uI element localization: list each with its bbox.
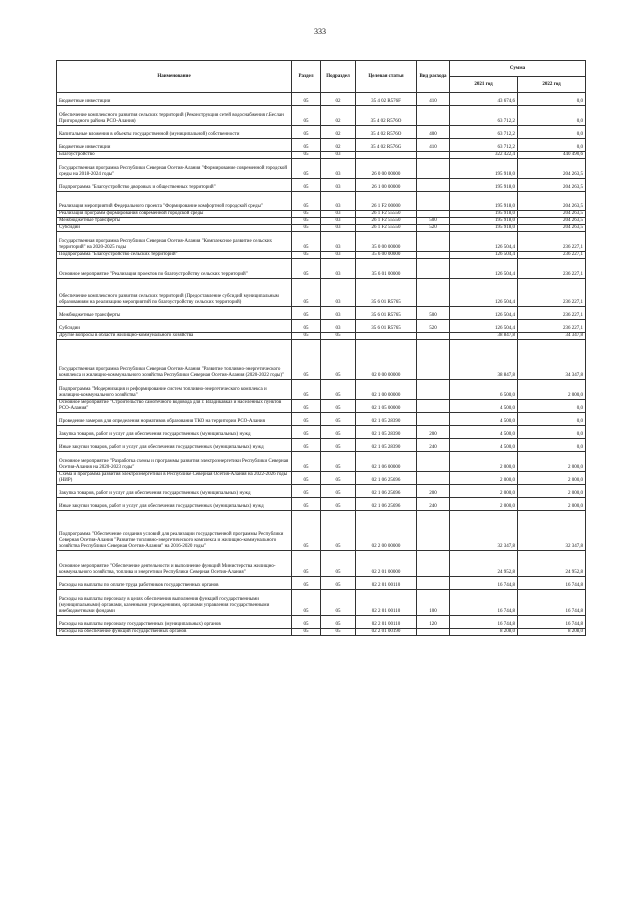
- cell-name: Закупка товаров, работ и услуг для обеспечения государственных (муниципальных) нужд: [57, 426, 292, 439]
- cell-podrazdel: 05: [321, 472, 356, 485]
- cell-sum-2021: 2 000,0: [450, 452, 518, 472]
- cell-sum-2022: 34 347,8: [518, 333, 586, 340]
- cell-podrazdel: 03: [321, 252, 356, 259]
- table-row: [57, 340, 586, 380]
- header-target: Целевая статья: [356, 61, 417, 93]
- cell-target: 26 1 F2 55550: [356, 218, 417, 225]
- cell-sum-2022: 32 347,8: [518, 511, 586, 551]
- table-row: [57, 307, 586, 320]
- cell-sum-2022: 204 263,5: [518, 159, 586, 179]
- cell-name: Капитальные вложения в объекты государственной (муниципальной) собственности: [57, 126, 292, 139]
- cell-vid: [417, 252, 450, 259]
- cell-podrazdel: 03: [321, 307, 356, 320]
- cell-sum-2021: 195 918,0: [450, 211, 518, 218]
- cell-vid: 240: [417, 498, 450, 511]
- table-row: [57, 179, 586, 192]
- cell-sum-2022: 0,0: [518, 413, 586, 426]
- cell-target: 02 1 06 25696: [356, 472, 417, 485]
- cell-sum-2022: 2 000,0: [518, 380, 586, 400]
- table-row: [57, 629, 586, 636]
- table-row: [57, 452, 586, 472]
- table-row: [57, 511, 586, 551]
- cell-vid: 200: [417, 426, 450, 439]
- cell-target: 02 1 05 28390: [356, 426, 417, 439]
- cell-razdel: 05: [292, 307, 321, 320]
- cell-target: 26 1 F2 00000: [356, 192, 417, 211]
- cell-sum-2022: 0,0: [518, 93, 586, 106]
- cell-podrazdel: 03: [321, 259, 356, 279]
- cell-sum-2022: 236 227,1: [518, 307, 586, 320]
- cell-name: Подпрограмма "Обеспечение создания условий для реализации государственной программы Республики Северная Осетия-Алания "Развитие топливно-энергетического комплекса и жилищно-коммунального хозяйства Республики Северная Осетия-Алания" на 2016-2020 годы": [57, 511, 292, 551]
- cell-vid: [417, 192, 450, 211]
- cell-target: 26 1 00 00000: [356, 179, 417, 192]
- header-year-2021: 2021 год: [450, 77, 518, 93]
- cell-razdel: 05: [292, 551, 321, 577]
- cell-name: Государственная программа Республики Северная Осетия-Алания "Формирование современной городской среды на 2018-2024 годы": [57, 159, 292, 179]
- table-row: [57, 279, 586, 307]
- cell-razdel: 05: [292, 577, 321, 590]
- cell-vid: [417, 551, 450, 577]
- cell-podrazdel: 03: [321, 320, 356, 333]
- cell-podrazdel: 03: [321, 152, 356, 159]
- header-year-2022: 2022 год: [518, 77, 586, 93]
- cell-sum-2021: 32 347,8: [450, 511, 518, 551]
- cell-name: Обеспечение комплексного развития сельских территорий (Предоставление субсидий муниципальным образованиям на реализацию мероприятий по благоустройству сельских территорий): [57, 279, 292, 307]
- cell-podrazdel: 02: [321, 139, 356, 152]
- cell-target: 02 2 01 00190: [356, 629, 417, 636]
- cell-sum-2021: 16 744,8: [450, 577, 518, 590]
- cell-sum-2021: 8 208,0: [450, 629, 518, 636]
- cell-podrazdel: 03: [321, 211, 356, 218]
- cell-sum-2021: 4 500,0: [450, 439, 518, 452]
- cell-sum-2022: 236 227,1: [518, 252, 586, 259]
- table-body: [57, 93, 586, 636]
- cell-razdel: 05: [292, 511, 321, 551]
- cell-name: Основное мероприятие "Разработка схемы и программы развития электроэнергетики Республики Северная Осетия-Алания на 2020-2023 годы": [57, 452, 292, 472]
- cell-sum-2021: 195 918,0: [450, 179, 518, 192]
- cell-target: 02 1 06 00000: [356, 452, 417, 472]
- cell-podrazdel: 05: [321, 511, 356, 551]
- cell-sum-2022: 236 227,1: [518, 320, 586, 333]
- cell-target: 02 1 06 25696: [356, 485, 417, 498]
- cell-target: 02 2 01 00110: [356, 616, 417, 629]
- cell-vid: [417, 179, 450, 192]
- cell-sum-2021: 38 847,8: [450, 340, 518, 380]
- cell-razdel: 05: [292, 452, 321, 472]
- cell-sum-2021: 126 504,4: [450, 232, 518, 252]
- table-row: [57, 551, 586, 577]
- cell-sum-2022: 0,0: [518, 139, 586, 152]
- cell-vid: [417, 452, 450, 472]
- cell-name: Межбюджетные трансферты: [57, 218, 292, 225]
- cell-vid: 500: [417, 307, 450, 320]
- table-row: [57, 472, 586, 485]
- cell-sum-2022: 0,0: [518, 126, 586, 139]
- cell-razdel: 05: [292, 485, 321, 498]
- cell-podrazdel: 05: [321, 333, 356, 340]
- cell-target: 26 1 F2 55550: [356, 225, 417, 232]
- cell-podrazdel: 02: [321, 93, 356, 106]
- cell-podrazdel: 02: [321, 106, 356, 126]
- cell-podrazdel: 05: [321, 340, 356, 380]
- cell-razdel: 05: [292, 340, 321, 380]
- table-row: [57, 139, 586, 152]
- cell-name: Иные закупки товаров, работ и услуг для обеспечения государственных (муниципальных) нужд: [57, 439, 292, 452]
- cell-podrazdel: 05: [321, 629, 356, 636]
- cell-sum-2022: 204 263,5: [518, 179, 586, 192]
- cell-vid: [417, 211, 450, 218]
- cell-podrazdel: 02: [321, 126, 356, 139]
- cell-vid: [417, 159, 450, 179]
- cell-vid: [417, 413, 450, 426]
- table-row: [57, 152, 586, 159]
- table-row: [57, 159, 586, 179]
- cell-podrazdel: 03: [321, 225, 356, 232]
- cell-razdel: 05: [292, 413, 321, 426]
- cell-name: Реализация программ формирования современной городской среды: [57, 211, 292, 218]
- cell-name: Подпрограмма "Благоустройство дворовых и общественных территорий": [57, 179, 292, 192]
- cell-name: Другие вопросы в области жилищно-коммунального хозяйства: [57, 333, 292, 340]
- cell-vid: [417, 232, 450, 252]
- table-row: [57, 320, 586, 333]
- cell-razdel: 05: [292, 439, 321, 452]
- table-row: [57, 218, 586, 225]
- cell-sum-2021: 16 744,8: [450, 590, 518, 616]
- cell-name: Субсидии: [57, 225, 292, 232]
- table-row: [57, 192, 586, 211]
- cell-vid: [417, 152, 450, 159]
- cell-sum-2021: 195 918,0: [450, 159, 518, 179]
- cell-razdel: 05: [292, 629, 321, 636]
- cell-sum-2021: 195 918,0: [450, 218, 518, 225]
- cell-podrazdel: 03: [321, 159, 356, 179]
- table-row: [57, 485, 586, 498]
- cell-sum-2021: 126 504,4: [450, 307, 518, 320]
- cell-sum-2021: 6 500,0: [450, 380, 518, 400]
- cell-target: [356, 152, 417, 159]
- cell-vid: 520: [417, 320, 450, 333]
- cell-target: 02 1 05 28390: [356, 413, 417, 426]
- cell-razdel: 05: [292, 106, 321, 126]
- cell-sum-2022: 236 227,1: [518, 232, 586, 252]
- cell-sum-2022: 204 263,5: [518, 218, 586, 225]
- cell-sum-2021: 4 500,0: [450, 400, 518, 413]
- cell-razdel: 05: [292, 400, 321, 413]
- cell-target: 26 1 F2 55550: [356, 211, 417, 218]
- cell-sum-2021: 43 674,6: [450, 93, 518, 106]
- table-row: [57, 211, 586, 218]
- cell-vid: 500: [417, 218, 450, 225]
- cell-name: Иные закупки товаров, работ и услуг для обеспечения государственных (муниципальных) нужд: [57, 498, 292, 511]
- cell-sum-2021: 4 500,0: [450, 413, 518, 426]
- cell-target: 35 6 01 R5765: [356, 279, 417, 307]
- cell-podrazdel: 05: [321, 452, 356, 472]
- cell-sum-2022: 0,0: [518, 106, 586, 126]
- cell-target: 02 0 00 00000: [356, 340, 417, 380]
- cell-podrazdel: 03: [321, 218, 356, 225]
- budget-table: [56, 60, 586, 636]
- header-sum: Сумма: [450, 61, 586, 77]
- cell-razdel: 05: [292, 126, 321, 139]
- cell-target: 26 0 00 00000: [356, 159, 417, 179]
- cell-razdel: 05: [292, 218, 321, 225]
- cell-razdel: 05: [292, 211, 321, 218]
- cell-name: Подпрограмма "Благоустройство сельских территорий": [57, 252, 292, 259]
- table-row: [57, 498, 586, 511]
- cell-razdel: 05: [292, 320, 321, 333]
- cell-sum-2022: 2 000,0: [518, 452, 586, 472]
- table-row: [57, 333, 586, 340]
- cell-target: 35 6 01 R5765: [356, 307, 417, 320]
- cell-vid: 100: [417, 590, 450, 616]
- cell-razdel: 05: [292, 232, 321, 252]
- table-row: [57, 577, 586, 590]
- table-row: [57, 126, 586, 139]
- table-row: [57, 400, 586, 413]
- cell-name: Расходы на выплаты персоналу государственных (муниципальных) органов: [57, 616, 292, 629]
- cell-sum-2022: 2 000,0: [518, 498, 586, 511]
- cell-vid: [417, 629, 450, 636]
- cell-razdel: 05: [292, 152, 321, 159]
- cell-target: 02 2 01 00000: [356, 551, 417, 577]
- cell-sum-2021: 38 847,8: [450, 333, 518, 340]
- cell-razdel: 05: [292, 252, 321, 259]
- cell-name: Подпрограмма "Модернизация и реформирование систем топливно-энергетического комплекса и жилищно-коммунального хозяйства": [57, 380, 292, 400]
- cell-sum-2021: 24 952,8: [450, 551, 518, 577]
- cell-podrazdel: 03: [321, 192, 356, 211]
- cell-sum-2021: 63 712,2: [450, 139, 518, 152]
- cell-podrazdel: 05: [321, 380, 356, 400]
- cell-name: Проведение замеров для определения нормативов образования ТКО на территории РСО-Алания: [57, 413, 292, 426]
- cell-podrazdel: 05: [321, 616, 356, 629]
- cell-podrazdel: 03: [321, 179, 356, 192]
- cell-sum-2022: 236 227,1: [518, 259, 586, 279]
- cell-sum-2022: 440 490,6: [518, 152, 586, 159]
- cell-razdel: 05: [292, 279, 321, 307]
- cell-sum-2021: 4 500,0: [450, 426, 518, 439]
- cell-razdel: 05: [292, 616, 321, 629]
- cell-sum-2022: 236 227,1: [518, 279, 586, 307]
- cell-target: 02 1 06 25696: [356, 498, 417, 511]
- cell-razdel: 05: [292, 192, 321, 211]
- cell-vid: [417, 106, 450, 126]
- cell-sum-2022: 204 263,5: [518, 211, 586, 218]
- table-row: [57, 225, 586, 232]
- cell-sum-2022: 0,0: [518, 426, 586, 439]
- cell-razdel: 05: [292, 93, 321, 106]
- cell-razdel: 05: [292, 179, 321, 192]
- cell-name: Реализация мероприятий Федерального проекта "Формирование комфортной городской среды": [57, 192, 292, 211]
- cell-sum-2021: 195 918,0: [450, 225, 518, 232]
- cell-name: Бюджетные инвестиции: [57, 93, 292, 106]
- cell-vid: 410: [417, 139, 450, 152]
- cell-podrazdel: 05: [321, 426, 356, 439]
- header-razdel: Раздел: [292, 61, 321, 93]
- cell-sum-2022: 204 263,5: [518, 192, 586, 211]
- cell-name: Основное мероприятие "Обеспечение деятельности и выполнение функций Министерства жилищно-коммунального хозяйства, топлива и энергетики Республики Северная Осетия-Алания": [57, 551, 292, 577]
- cell-name: Государственная программа Республики Северная Осетия-Алания "Комплексное развитие сельских территорий" на 2020-2025 годы: [57, 232, 292, 252]
- cell-name: Субсидии: [57, 320, 292, 333]
- cell-sum-2022: 2 000,0: [518, 485, 586, 498]
- cell-sum-2021: 2 000,0: [450, 485, 518, 498]
- page-number: 333: [314, 27, 326, 36]
- cell-sum-2021: 126 504,4: [450, 259, 518, 279]
- cell-podrazdel: 05: [321, 439, 356, 452]
- table-row: [57, 259, 586, 279]
- cell-sum-2022: 204 263,5: [518, 225, 586, 232]
- cell-target: 35 6 01 00000: [356, 259, 417, 279]
- cell-sum-2021: 126 504,4: [450, 320, 518, 333]
- cell-sum-2022: 8 208,0: [518, 629, 586, 636]
- cell-podrazdel: 03: [321, 232, 356, 252]
- cell-razdel: 05: [292, 159, 321, 179]
- cell-sum-2022: 24 952,8: [518, 551, 586, 577]
- cell-vid: 120: [417, 616, 450, 629]
- cell-vid: 400: [417, 126, 450, 139]
- cell-vid: [417, 380, 450, 400]
- cell-target: 35 4 02 R576G: [356, 139, 417, 152]
- cell-target: 35 6 00 00000: [356, 252, 417, 259]
- cell-podrazdel: 05: [321, 413, 356, 426]
- cell-razdel: 05: [292, 139, 321, 152]
- cell-vid: [417, 259, 450, 279]
- cell-sum-2022: 2 000,0: [518, 472, 586, 485]
- cell-name: Обеспечение комплексного развития сельских территорий (Реконструкция сетей водоснабжения г.Беслан Пригородного района РСО-Алания): [57, 106, 292, 126]
- cell-target: [356, 333, 417, 340]
- cell-vid: [417, 333, 450, 340]
- cell-target: 35 6 01 R5765: [356, 320, 417, 333]
- cell-sum-2022: 0,0: [518, 439, 586, 452]
- cell-podrazdel: 05: [321, 498, 356, 511]
- cell-vid: [417, 340, 450, 380]
- header-podrazdel: Подраздел: [321, 61, 356, 93]
- cell-sum-2021: 63 712,2: [450, 126, 518, 139]
- cell-target: 35 4 02 R576O: [356, 106, 417, 126]
- cell-podrazdel: 05: [321, 577, 356, 590]
- cell-name: Расходы на выплаты персоналу в целях обеспечения выполнения функций государственными (муниципальными) органами, казенными учреждениями, органами управления государственными внебюджетными фондами: [57, 590, 292, 616]
- table-row: [57, 616, 586, 629]
- cell-target: 35 0 00 00000: [356, 232, 417, 252]
- cell-target: 02 2 01 00110: [356, 590, 417, 616]
- cell-sum-2021: 126 504,4: [450, 252, 518, 259]
- cell-target: 35 4 02 R576F: [356, 93, 417, 106]
- cell-podrazdel: 05: [321, 400, 356, 413]
- cell-vid: 200: [417, 485, 450, 498]
- cell-sum-2022: 16 744,8: [518, 577, 586, 590]
- cell-target: 02 2 00 00000: [356, 511, 417, 551]
- header-vid: Вид расхода: [417, 61, 450, 93]
- cell-name: Основное мероприятие "Строительство самотечного водовода для г. Владикавказ и населенных пунктов РСО-Алания": [57, 400, 292, 413]
- table-row: [57, 106, 586, 126]
- cell-razdel: 05: [292, 426, 321, 439]
- cell-name: Схема и программа развития электроэнергетики в Республике Северная Осетия-Алания на 2022-2026 годы (НИР): [57, 472, 292, 485]
- cell-sum-2021: 195 918,0: [450, 192, 518, 211]
- cell-target: 02 1 05 28390: [356, 439, 417, 452]
- table-row: [57, 439, 586, 452]
- cell-razdel: 05: [292, 472, 321, 485]
- cell-vid: [417, 511, 450, 551]
- cell-sum-2021: 2 000,0: [450, 498, 518, 511]
- cell-vid: 410: [417, 93, 450, 106]
- cell-sum-2021: 63 712,2: [450, 106, 518, 126]
- table-row: [57, 252, 586, 259]
- cell-sum-2022: 0,0: [518, 400, 586, 413]
- cell-razdel: 05: [292, 333, 321, 340]
- cell-sum-2022: 16 744,8: [518, 590, 586, 616]
- cell-vid: 520: [417, 225, 450, 232]
- cell-podrazdel: 05: [321, 485, 356, 498]
- cell-razdel: 05: [292, 498, 321, 511]
- table-row: [57, 232, 586, 252]
- cell-target: 35 4 02 R576O: [356, 126, 417, 139]
- cell-name: Межбюджетные трансферты: [57, 307, 292, 320]
- cell-name: Бюджетные инвестиции: [57, 139, 292, 152]
- cell-vid: [417, 472, 450, 485]
- table-row: [57, 380, 586, 400]
- cell-name: Расходы на выплаты по оплате труда работников государственных органов: [57, 577, 292, 590]
- cell-podrazdel: 03: [321, 279, 356, 307]
- cell-sum-2022: 16 744,8: [518, 616, 586, 629]
- cell-razdel: 05: [292, 380, 321, 400]
- cell-vid: 240: [417, 439, 450, 452]
- cell-sum-2021: 322 422,4: [450, 152, 518, 159]
- cell-target: 02 1 00 00000: [356, 380, 417, 400]
- cell-target: 02 2 01 00110: [356, 577, 417, 590]
- cell-sum-2021: 16 744,8: [450, 616, 518, 629]
- table-row: [57, 413, 586, 426]
- cell-vid: [417, 400, 450, 413]
- cell-target: 02 1 05 00000: [356, 400, 417, 413]
- cell-vid: [417, 577, 450, 590]
- cell-sum-2022: 34 347,8: [518, 340, 586, 380]
- table-row: [57, 426, 586, 439]
- cell-razdel: 05: [292, 225, 321, 232]
- cell-sum-2021: 126 504,4: [450, 279, 518, 307]
- cell-sum-2021: 2 000,0: [450, 472, 518, 485]
- cell-name: Основное мероприятие "Реализация проектов по благоустройству сельских территорий": [57, 259, 292, 279]
- cell-razdel: 05: [292, 590, 321, 616]
- table-row: [57, 590, 586, 616]
- cell-podrazdel: 05: [321, 551, 356, 577]
- cell-name: Расходы на обеспечение функций государственных органов: [57, 629, 292, 636]
- cell-name: Государственная программа Республики Северная Осетия-Алания "Развитие топливно-энергетического комплекса и жилищно-коммунального хозяйства Республики Северная Осетия-Алания (2020-2022 годы)": [57, 340, 292, 380]
- cell-razdel: 05: [292, 259, 321, 279]
- table-row: [57, 93, 586, 106]
- cell-vid: [417, 279, 450, 307]
- cell-name: Закупка товаров, работ и услуг для обеспечения государственных (муниципальных) нужд: [57, 485, 292, 498]
- cell-name: Благоустройство: [57, 152, 292, 159]
- cell-podrazdel: 05: [321, 590, 356, 616]
- header-name: Наименование: [57, 61, 292, 93]
